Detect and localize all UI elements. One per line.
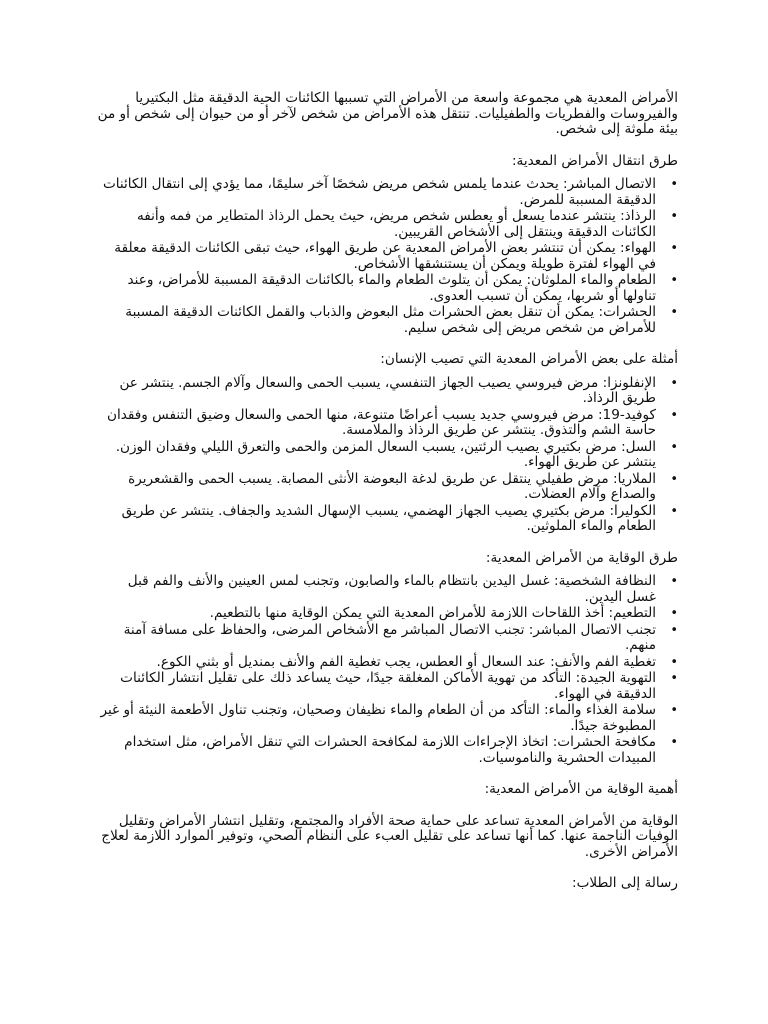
- prevention-heading: طرق الوقاية من الأمراض المعدية:: [485, 549, 678, 566]
- list-item: • تجنب الاتصال المباشر: تجنب الاتصال المباشر مع الأشخاص المرضى، والحفاظ على مسافة آمنة منهم.: [96, 623, 656, 654]
- transmission-list: [96, 177, 678, 336]
- list-item: • الكوليرا: مرض بكتيري يصيب الجهاز الهضمي، يسبب الإسهال الشديد والجفاف. ينتشر عن طريق الطعام والماء الملوثين.: [96, 504, 656, 535]
- examples-heading: أمثلة على بعض الأمراض المعدية التي تصيب الإنسان:: [380, 351, 678, 367]
- transmission-heading: طرق انتقال الأمراض المعدية:: [511, 152, 678, 169]
- list-item: • الحشرات: يمكن أن تنقل بعض الحشرات مثل البعوض والذباب والقمل الكائنات الدقيقة المسببة للأمراض من شخص مريض إلى شخص سليم.: [96, 305, 656, 336]
- list-item: • مكافحة الحشرات: اتخاذ الإجراءات اللازمة لمكافحة الحشرات التي تنقل الأمراض، مثل استخدام المبيدات الحشرية والناموسيات.: [96, 735, 656, 766]
- list-item: • الإنفلونزا: مرض فيروسي يصيب الجهاز التنفسي، يسبب الحمى والسعال وآلام الجسم. ينتشر عن طريق الرذاذ.: [96, 376, 656, 407]
- list-item: • الطعام والماء الملوثان: يمكن أن يتلوث الطعام والماء بالكائنات الدقيقة المسببة للأمراض، وعند تناولها أو شربها، يمكن أن تسبب العدوى.: [96, 273, 656, 304]
- intro-paragraph: الأمراض المعدية هي مجموعة واسعة من الأمراض التي تسببها الكائنات الحية الدقيقة مثل البكتيريا والفيروسات والفطريات والطفيليات. تنتقل هذه الأمراض من شخص لآخر أو من حيوان إلى شخص أو من بيئة ملوثة إلى شخص.: [97, 90, 678, 137]
- list-item: • التطعيم: أخذ اللقاحات اللازمة للأمراض المعدية التي يمكن الوقاية منها بالتطعيم.: [96, 606, 656, 622]
- list-item: • الملاريا: مرض طفيلي ينتقل عن طريق لدغة البعوضة الأنثى المصابة. يسبب الحمى والقشعريرة والصداع وآلام العضلات.: [96, 472, 656, 503]
- importance-paragraph: الوقاية من الأمراض المعدية تساعد على حماية صحة الأفراد والمجتمع، وتقليل انتشار الأمراض وتقليل الوفيات الناجمة عنها. كما أنها تساعد على تقليل العبء على النظام الصحي، وتوفير الموارد اللازمة لعلاج الأمراض الأخرى.: [101, 812, 678, 860]
- list-item: • الهواء: يمكن أن تنتشر بعض الأمراض المعدية عن طريق الهواء، حيث تبقى الكائنات الدقيقة معلقة في الهواء لفترة طويلة ويمكن أن يستنشقها الأشخاص.: [96, 241, 656, 272]
- list-item: • النظافة الشخصية: غسل اليدين بانتظام بالماء والصابون، وتجنب لمس العينين والأنف والفم قبل غسل اليدين.: [96, 574, 656, 605]
- document-page: [96, 91, 678, 892]
- list-item: • السل: مرض بكتيري يصيب الرئتين، يسبب السعال المزمن والحمى والتعرق الليلي وفقدان الوزن. ينتشر عن طريق الهواء.: [96, 440, 656, 471]
- list-item: • سلامة الغذاء والماء: التأكد من أن الطعام والماء نظيفان وصحيان، وتجنب تناول الأطعمة النيئة أو غير المطبوخة جيدًا.: [96, 703, 656, 734]
- list-item: • كوفيد-19: مرض فيروسي جديد يسبب أعراضًا متنوعة، منها الحمى والسعال وضيق التنفس وفقدان حاسة الشم والتذوق. ينتشر عن طريق الرذاذ والملامسة.: [96, 408, 656, 439]
- students-heading: رسالة إلى الطلاب:: [572, 875, 678, 891]
- list-item: • تغطية الفم والأنف: عند السعال أو العطس، يجب تغطية الفم والأنف بمنديل أو بثني الكوع.: [96, 655, 656, 671]
- list-item: • التهوية الجيدة: التأكد من تهوية الأماكن المغلقة جيدًا، حيث يساعد ذلك على تقليل انتشار الكائنات الدقيقة في الهواء.: [96, 671, 656, 702]
- importance-heading: أهمية الوقاية من الأمراض المعدية:: [484, 781, 678, 797]
- list-item: • الاتصال المباشر: يحدث عندما يلمس شخص مريض شخصًا آخر سليمًا، مما يؤدي إلى انتقال الكائنات الدقيقة المسببة للمرض.: [96, 177, 656, 208]
- prevention-list: [96, 574, 678, 766]
- list-item: • الرذاذ: ينتشر عندما يسعل أو يعطس شخص مريض، حيث يحمل الرذاذ المتطاير من فمه وأنفه الكائنات الدقيقة وينتقل إلى الأشخاص القريبين.: [96, 209, 656, 240]
- examples-list: [96, 376, 678, 535]
